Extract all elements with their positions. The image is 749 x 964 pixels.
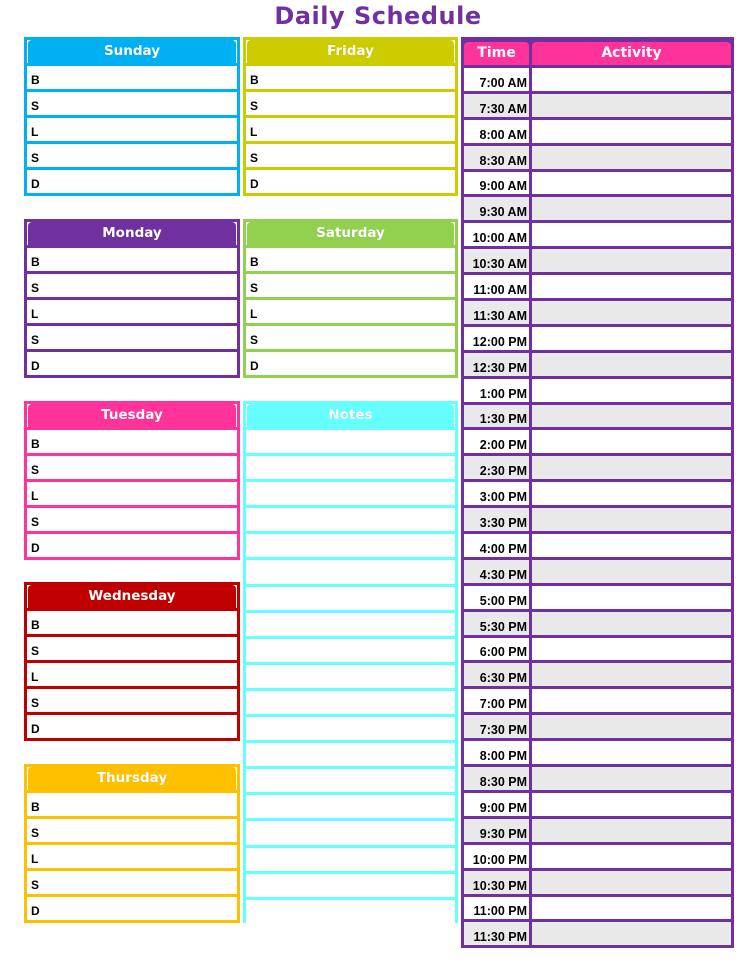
schedule-row <box>464 324 731 350</box>
activity-cell[interactable] <box>532 715 731 738</box>
meal-row-tuesday-2[interactable] <box>27 479 237 505</box>
time-slot-label: 12:30 PM <box>464 353 529 376</box>
meal-row-friday-1[interactable] <box>246 89 455 115</box>
meal-label: S <box>31 644 40 658</box>
notes-line[interactable] <box>246 557 455 583</box>
time-slot-label: 7:30 PM <box>464 715 529 738</box>
schedule-row <box>464 91 731 117</box>
meal-row-monday-0[interactable] <box>27 245 237 271</box>
meal-label: S <box>31 696 40 710</box>
notes-line[interactable] <box>246 584 455 610</box>
day-box-saturday <box>243 219 458 378</box>
activity-cell[interactable] <box>532 560 731 583</box>
schedule-row <box>464 531 731 557</box>
schedule-row <box>464 427 731 453</box>
schedule-row <box>464 246 731 272</box>
meal-row-saturday-3[interactable] <box>246 323 455 349</box>
meal-label: L <box>31 307 39 321</box>
notes-line[interactable] <box>246 453 455 479</box>
meal-label: S <box>31 281 40 295</box>
schedule-row <box>464 712 731 738</box>
time-slot-label: 5:00 PM <box>464 586 529 609</box>
schedule-row <box>464 272 731 298</box>
activity-cell[interactable] <box>532 405 731 428</box>
schedule-row <box>464 65 731 91</box>
time-slot-label: 10:30 AM <box>464 249 529 272</box>
page-title: Daily Schedule <box>274 2 482 30</box>
time-slot-label: 9:30 PM <box>464 819 529 842</box>
meal-label: D <box>31 722 40 736</box>
activity-column-header: Activity <box>532 42 731 65</box>
meal-row-monday-2[interactable] <box>27 297 237 323</box>
day-header-tuesday: Tuesday <box>28 404 236 427</box>
activity-cell[interactable] <box>532 845 731 868</box>
meal-row-sunday-4[interactable] <box>27 167 237 193</box>
meal-label: L <box>250 125 258 139</box>
schedule-row <box>464 479 731 505</box>
meal-label: L <box>31 125 39 139</box>
meal-label: D <box>31 359 40 373</box>
notes-line[interactable] <box>246 479 455 505</box>
activity-cell[interactable] <box>532 508 731 531</box>
schedule-row <box>464 842 731 868</box>
meal-label: L <box>31 852 39 866</box>
activity-cell[interactable] <box>532 922 731 945</box>
notes-line[interactable] <box>246 818 455 844</box>
schedule-row <box>464 635 731 661</box>
time-slot-label: 4:30 PM <box>464 560 529 583</box>
notes-line[interactable] <box>246 897 455 923</box>
notes-line[interactable] <box>246 610 455 636</box>
meal-row-friday-3[interactable] <box>246 141 455 167</box>
notes-line[interactable] <box>246 766 455 792</box>
activity-cell[interactable] <box>532 897 731 920</box>
meal-label: L <box>31 489 39 503</box>
meal-label: S <box>31 99 40 113</box>
meal-label: B <box>31 437 40 451</box>
schedule-row <box>464 790 731 816</box>
time-slot-label: 3:00 PM <box>464 482 529 505</box>
activity-cell[interactable] <box>532 197 731 220</box>
schedule-row <box>464 402 731 428</box>
activity-cell[interactable] <box>532 249 731 272</box>
time-slot-label: 8:30 PM <box>464 767 529 790</box>
schedule-row <box>464 117 731 143</box>
schedule-row <box>464 220 731 246</box>
notes-line[interactable] <box>246 427 455 453</box>
meal-row-sunday-1[interactable] <box>27 89 237 115</box>
meal-row-sunday-2[interactable] <box>27 115 237 141</box>
meal-label: B <box>250 255 259 269</box>
time-slot-label: 9:00 PM <box>464 793 529 816</box>
meal-label: S <box>250 333 259 347</box>
meal-row-thursday-1[interactable] <box>27 816 237 842</box>
activity-cell[interactable] <box>532 146 731 169</box>
activity-cell[interactable] <box>532 172 731 195</box>
notes-line[interactable] <box>246 871 455 897</box>
time-slot-label: 2:30 PM <box>464 456 529 479</box>
activity-cell[interactable] <box>532 741 731 764</box>
meal-label: S <box>31 463 40 477</box>
schedule-row <box>464 660 731 686</box>
activity-cell[interactable] <box>532 767 731 790</box>
time-slot-label: 6:00 PM <box>464 638 529 661</box>
meal-label: D <box>31 541 40 555</box>
activity-cell[interactable] <box>532 353 731 376</box>
schedule-row <box>464 194 731 220</box>
meal-row-monday-1[interactable] <box>27 271 237 297</box>
meal-row-thursday-0[interactable] <box>27 790 237 816</box>
activity-cell[interactable] <box>532 327 731 350</box>
schedule-row <box>464 298 731 324</box>
meal-row-wednesday-2[interactable] <box>27 660 237 686</box>
notes-line[interactable] <box>246 714 455 740</box>
meal-row-friday-2[interactable] <box>246 115 455 141</box>
activity-cell[interactable] <box>532 689 731 712</box>
schedule-row <box>464 169 731 195</box>
meal-label: S <box>250 151 259 165</box>
schedule-row <box>464 738 731 764</box>
notes-line[interactable] <box>246 662 455 688</box>
time-slot-label: 7:00 AM <box>464 68 529 91</box>
meal-label: D <box>250 177 259 191</box>
meal-label: D <box>31 177 40 191</box>
activity-cell[interactable] <box>532 586 731 609</box>
schedule-row <box>464 505 731 531</box>
meal-label: S <box>31 151 40 165</box>
activity-cell[interactable] <box>532 301 731 324</box>
meal-row-friday-0[interactable] <box>246 63 455 89</box>
time-slot-label: 3:30 PM <box>464 508 529 531</box>
meal-label: S <box>31 333 40 347</box>
schedule-row <box>464 686 731 712</box>
time-slot-label: 10:00 PM <box>464 845 529 868</box>
meal-label: B <box>31 618 40 632</box>
meal-label: B <box>31 255 40 269</box>
day-box-monday <box>24 219 240 378</box>
meal-row-tuesday-1[interactable] <box>27 453 237 479</box>
meal-row-tuesday-3[interactable] <box>27 505 237 531</box>
meal-row-saturday-2[interactable] <box>246 297 455 323</box>
time-slot-label: 7:00 PM <box>464 689 529 712</box>
meal-row-wednesday-3[interactable] <box>27 686 237 712</box>
activity-cell[interactable] <box>532 534 731 557</box>
meal-row-sunday-0[interactable] <box>27 63 237 89</box>
schedule-row <box>464 868 731 894</box>
time-slot-label: 9:30 AM <box>464 197 529 220</box>
schedule-header <box>464 40 731 65</box>
schedule-row <box>464 143 731 169</box>
meal-row-sunday-3[interactable] <box>27 141 237 167</box>
meal-label: B <box>250 73 259 87</box>
activity-cell[interactable] <box>532 612 731 635</box>
meal-label: S <box>250 281 259 295</box>
time-slot-label: 8:00 AM <box>464 120 529 143</box>
meal-label: S <box>250 99 259 113</box>
day-header-wednesday: Wednesday <box>28 585 236 608</box>
notes-line[interactable] <box>246 636 455 662</box>
schedule-row <box>464 376 731 402</box>
notes-line[interactable] <box>246 845 455 871</box>
time-slot-label: 1:00 PM <box>464 379 529 402</box>
meal-row-friday-4[interactable] <box>246 167 455 193</box>
meal-row-wednesday-1[interactable] <box>27 634 237 660</box>
day-box-tuesday <box>24 401 240 560</box>
time-slot-label: 1:30 PM <box>464 405 529 428</box>
time-slot-label: 10:30 PM <box>464 871 529 894</box>
meal-label: L <box>31 670 39 684</box>
meal-row-saturday-4[interactable] <box>246 349 455 375</box>
day-box-thursday <box>24 764 240 923</box>
time-slot-label: 5:30 PM <box>464 612 529 635</box>
activity-cell[interactable] <box>532 223 731 246</box>
time-slot-label: 11:00 PM <box>464 897 529 920</box>
activity-cell[interactable] <box>532 430 731 453</box>
activity-cell[interactable] <box>532 456 731 479</box>
meal-label: S <box>31 878 40 892</box>
time-slot-label: 7:30 AM <box>464 94 529 117</box>
time-column-header: Time <box>464 42 529 65</box>
meal-row-monday-4[interactable] <box>27 349 237 375</box>
notes-line[interactable] <box>246 505 455 531</box>
activity-cell[interactable] <box>532 819 731 842</box>
day-header-sunday: Sunday <box>28 40 236 63</box>
schedule-row <box>464 816 731 842</box>
meal-row-tuesday-0[interactable] <box>27 427 237 453</box>
time-slot-label: 8:30 AM <box>464 146 529 169</box>
activity-cell[interactable] <box>532 793 731 816</box>
meal-row-thursday-4[interactable] <box>27 894 237 920</box>
meal-label: D <box>31 904 40 918</box>
meal-label: B <box>31 800 40 814</box>
notes-line[interactable] <box>246 792 455 818</box>
schedule-row <box>464 894 731 920</box>
activity-cell[interactable] <box>532 68 731 91</box>
activity-cell[interactable] <box>532 120 731 143</box>
meal-label: S <box>31 826 40 840</box>
schedule-row <box>464 609 731 635</box>
activity-cell[interactable] <box>532 275 731 298</box>
meal-row-wednesday-4[interactable] <box>27 712 237 738</box>
time-slot-label: 8:00 PM <box>464 741 529 764</box>
time-slot-label: 11:30 AM <box>464 301 529 324</box>
day-header-monday: Monday <box>28 222 236 245</box>
activity-cell[interactable] <box>532 663 731 686</box>
schedule-row <box>464 453 731 479</box>
meal-row-saturday-0[interactable] <box>246 245 455 271</box>
notes-line[interactable] <box>246 688 455 714</box>
meal-row-tuesday-4[interactable] <box>27 531 237 557</box>
time-slot-label: 10:00 AM <box>464 223 529 246</box>
meal-row-thursday-2[interactable] <box>27 842 237 868</box>
meal-row-thursday-3[interactable] <box>27 868 237 894</box>
meal-label: S <box>31 515 40 529</box>
schedule-row <box>464 350 731 376</box>
notes-line[interactable] <box>246 740 455 766</box>
time-slot-label: 11:30 PM <box>464 922 529 945</box>
meal-label: D <box>250 359 259 373</box>
activity-cell[interactable] <box>532 638 731 661</box>
time-slot-label: 6:30 PM <box>464 663 529 686</box>
activity-cell[interactable] <box>532 379 731 402</box>
day-box-wednesday <box>24 582 240 741</box>
meal-row-monday-3[interactable] <box>27 323 237 349</box>
day-box-sunday <box>24 37 240 196</box>
day-box-friday <box>243 37 458 196</box>
activity-cell[interactable] <box>532 482 731 505</box>
schedule-row <box>464 583 731 609</box>
day-header-thursday: Thursday <box>28 767 236 790</box>
time-slot-label: 2:00 PM <box>464 430 529 453</box>
schedule-grid <box>461 37 734 948</box>
meal-label: B <box>31 73 40 87</box>
notes-header: Notes <box>247 404 454 427</box>
time-slot-label: 11:00 AM <box>464 275 529 298</box>
activity-cell[interactable] <box>532 871 731 894</box>
day-header-saturday: Saturday <box>247 222 454 245</box>
meal-label: L <box>250 307 258 321</box>
schedule-row <box>464 919 731 945</box>
notes-box <box>243 401 458 923</box>
time-slot-label: 9:00 AM <box>464 172 529 195</box>
activity-cell[interactable] <box>532 94 731 117</box>
time-slot-label: 4:00 PM <box>464 534 529 557</box>
notes-line[interactable] <box>246 531 455 557</box>
meal-row-saturday-1[interactable] <box>246 271 455 297</box>
day-header-friday: Friday <box>247 40 454 63</box>
time-slot-label: 12:00 PM <box>464 327 529 350</box>
schedule-row <box>464 557 731 583</box>
schedule-row <box>464 764 731 790</box>
meal-row-wednesday-0[interactable] <box>27 608 237 634</box>
